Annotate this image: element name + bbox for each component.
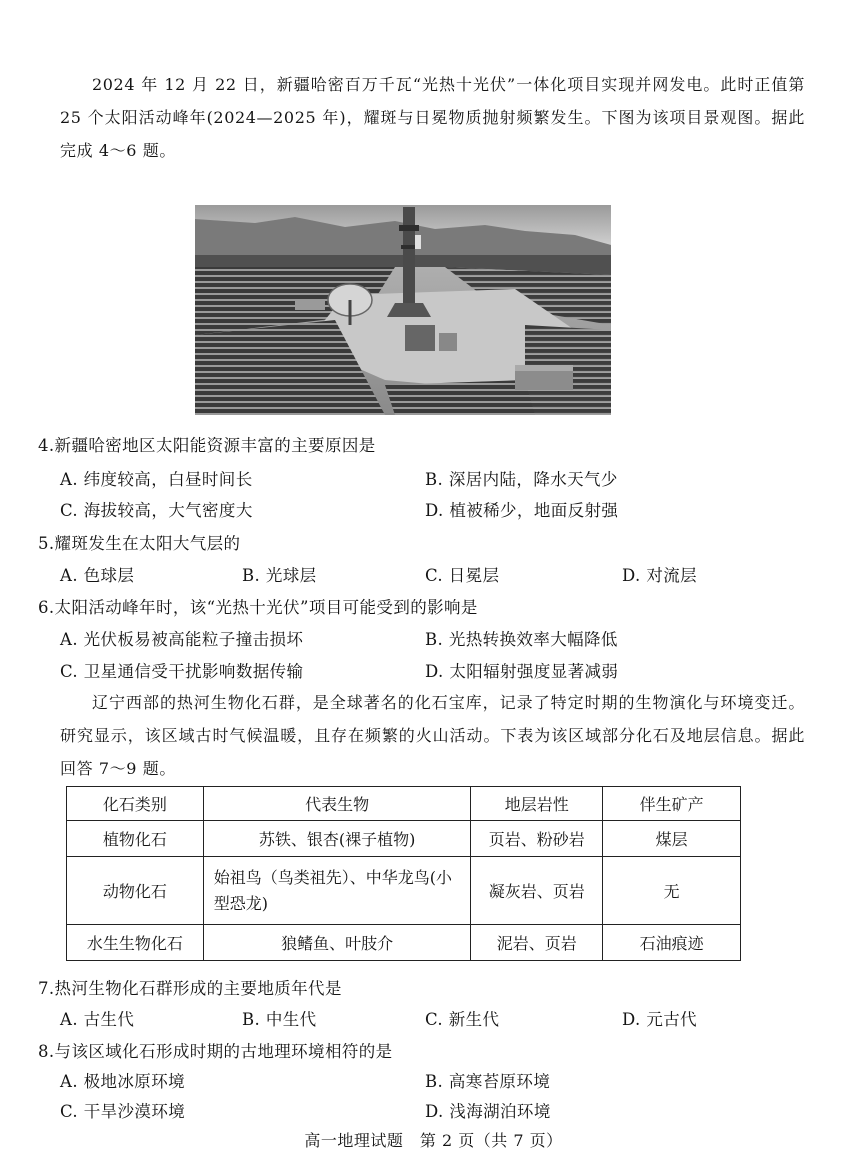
passage-intro-solar: 2024 年 12 月 22 日，新疆哈密百万千瓦“光热十光伏”一体化项目实现并网发电。此时正值第 25 个太阳活动峰年(2024—2025 年)，耀斑与日冕物质抛射频繁发生。下图为该项目景观图。据此完成 4～6 题。	[60, 75, 805, 160]
table-header-cell: 伴生矿产	[603, 787, 741, 821]
question-7-option-b[interactable]: B. 中生代	[242, 1010, 317, 1029]
question-4-option-b[interactable]: B. 深居内陆，降水天气少	[425, 470, 618, 489]
table-cell: 植物化石	[67, 821, 204, 857]
table-header-cell: 代表生物	[203, 787, 471, 821]
table-cell: 苏铁、银杏(裸子植物)	[203, 821, 471, 857]
table-cell: 始祖鸟（鸟类祖先）、中华龙鸟(小型恐龙)	[203, 857, 471, 925]
question-7-stem: 7.热河生物化石群形成的主要地质年代是	[38, 979, 342, 998]
passage-intro-fossils: 辽宁西部的热河生物化石群，是全球著名的化石宝库，记录了特定时期的生物演化与环境变迁。研究显示，该区域古时气候温暖，且存在频繁的火山活动。下表为该区域部分化石及地层信息。据此回答 7～9 题。	[60, 693, 805, 778]
question-4-option-a[interactable]: A. 纬度较高，白昼时间长	[60, 470, 253, 489]
table-cell: 煤层	[603, 821, 741, 857]
question-5-stem: 5.耀斑发生在太阳大气层的	[38, 534, 241, 553]
question-4-option-d[interactable]: D. 植被稀少，地面反射强	[425, 501, 619, 520]
question-5-option-c[interactable]: C. 日冕层	[425, 566, 500, 585]
question-6-option-b[interactable]: B. 光热转换效率大幅降低	[425, 630, 618, 649]
table-row	[67, 821, 741, 857]
table-cell: 泥岩、页岩	[471, 925, 603, 961]
table-header-row	[67, 787, 741, 821]
table-cell: 水生生物化石	[67, 925, 204, 961]
table-cell: 石油痕迹	[603, 925, 741, 961]
question-8-option-b[interactable]: B. 高寒苔原环境	[425, 1072, 551, 1091]
table-cell: 狼鳍鱼、叶肢介	[203, 925, 471, 961]
fossil-strata-table	[66, 786, 741, 961]
question-8-option-c[interactable]: C. 干旱沙漠环境	[60, 1102, 186, 1121]
page-footer: 高一地理试题 第 2 页（共 7 页）	[304, 1131, 563, 1150]
question-8-stem: 8.与该区域化石形成时期的古地理环境相符的是	[38, 1042, 393, 1061]
question-4-stem: 4.新疆哈密地区太阳能资源丰富的主要原因是	[38, 436, 376, 455]
table-cell: 动物化石	[67, 857, 204, 925]
question-5-option-b[interactable]: B. 光球层	[242, 566, 317, 585]
table-row	[67, 925, 741, 961]
question-4-option-c[interactable]: C. 海拔较高，大气密度大	[60, 501, 253, 520]
table-row	[67, 857, 741, 925]
question-7-option-c[interactable]: C. 新生代	[425, 1010, 500, 1029]
question-6-stem: 6.太阳活动峰年时，该“光热十光伏”项目可能受到的影响是	[38, 598, 478, 617]
question-8-option-a[interactable]: A. 极地冰原环境	[60, 1072, 186, 1091]
question-6-option-d[interactable]: D. 太阳辐射强度显著减弱	[425, 662, 619, 681]
question-6-option-c[interactable]: C. 卫星通信受干扰影响数据传输	[60, 662, 304, 681]
table-cell: 页岩、粉砂岩	[471, 821, 603, 857]
table-header-cell: 地层岩性	[471, 787, 603, 821]
project-landscape-photo	[195, 205, 611, 415]
question-5-option-a[interactable]: A. 色球层	[60, 566, 135, 585]
question-8-option-d[interactable]: D. 浅海湖泊环境	[425, 1102, 551, 1121]
table-header-cell: 化石类别	[67, 787, 204, 821]
table-cell: 无	[603, 857, 741, 925]
question-5-option-d[interactable]: D. 对流层	[622, 566, 698, 585]
table-cell: 凝灰岩、页岩	[471, 857, 603, 925]
question-7-option-d[interactable]: D. 元古代	[622, 1010, 698, 1029]
question-6-option-a[interactable]: A. 光伏板易被高能粒子撞击损坏	[60, 630, 304, 649]
question-7-option-a[interactable]: A. 古生代	[60, 1010, 135, 1029]
